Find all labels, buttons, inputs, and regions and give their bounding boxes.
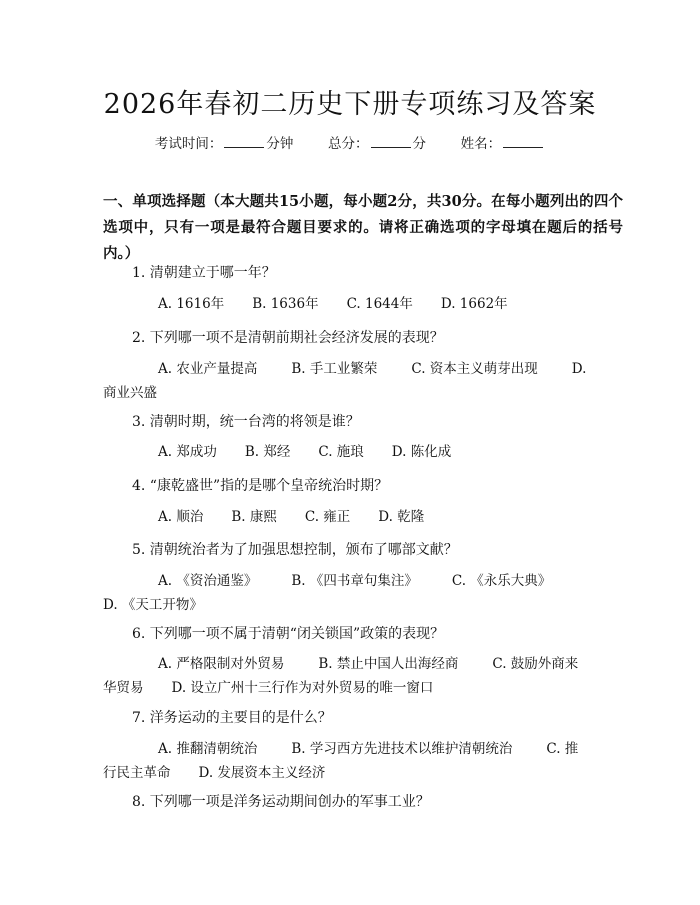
question-stem: 7. 洋务运动的主要目的是什么？ <box>132 710 332 726</box>
option-a: A. 郑成功 <box>158 444 217 460</box>
question-options <box>103 737 603 785</box>
option-b: B. 禁止中国人出海经商 <box>318 656 459 672</box>
question-stem: 8. 下列哪一项是洋务运动期间创办的军事工业？ <box>132 794 430 810</box>
question-stem: 3. 清朝时期，统一台湾的将领是谁？ <box>132 414 360 430</box>
question-options <box>103 440 603 464</box>
score-blank <box>371 135 411 148</box>
option-a: A. 1616年 <box>158 296 225 312</box>
exam-meta <box>0 132 700 152</box>
option-b: B. 手工业繁荣 <box>291 361 378 377</box>
name-label: 姓名： <box>460 136 502 152</box>
option-b: B. 《四书章句集注》 <box>291 573 418 589</box>
option-d: D. 设立广州十三行作为对外贸易的唯一窗口 <box>171 680 434 696</box>
option-c-cont: 华贸易 <box>103 680 144 696</box>
option-b: B. 1636年 <box>252 296 319 312</box>
question-options <box>103 357 603 405</box>
option-a: A. 农业产量提高 <box>158 361 258 377</box>
question-options <box>103 292 603 316</box>
option-c-cont: 行民主革命 <box>103 765 171 781</box>
option-d: D. 乾隆 <box>378 509 425 525</box>
option-d-text: 商业兴盛 <box>103 385 157 401</box>
option-d: D. 《天工开物》 <box>103 597 203 613</box>
option-a: A. 顺治 <box>158 509 204 525</box>
option-b: B. 郑经 <box>244 444 291 460</box>
option-d: D. 陈化成 <box>391 444 452 460</box>
option-c: C. 1644年 <box>346 296 413 312</box>
question-stem: 5. 清朝统治者为了加强思想控制，颁布了哪部文献？ <box>132 542 458 558</box>
option-a: A. 推翻清朝统治 <box>158 741 258 757</box>
option-c: C. 资本主义萌芽出现 <box>411 361 538 377</box>
option-c: C. 鼓励外商来 <box>492 656 579 672</box>
question-stem: 4. “康乾盛世”指的是哪个皇帝统治时期？ <box>132 478 389 494</box>
option-c: C. 推 <box>546 741 579 757</box>
name-blank <box>503 135 543 148</box>
question-stem: 1. 清朝建立于哪一年？ <box>132 265 276 281</box>
page-title: 2026年春初二历史下册专项练习及答案 <box>103 89 597 120</box>
option-d: D. <box>571 361 587 377</box>
option-b: B. 康熙 <box>231 509 277 525</box>
section-heading: 一、单项选择题（本大题共15小题，每小题2分，共30分。在每小题列出的四个选项中，只有一项是最符合题目要求的。请将正确选项的字母填在题后的括号内。） <box>103 193 623 262</box>
time-blank <box>224 135 264 148</box>
score-unit: 分 <box>412 136 426 152</box>
option-c: C. 施琅 <box>318 444 364 460</box>
question-options <box>103 569 603 617</box>
option-a: A. 《资治通鉴》 <box>158 573 258 589</box>
option-c: C. 《永乐大典》 <box>451 573 552 589</box>
question-options <box>103 505 603 529</box>
option-c: C. 雍正 <box>304 509 351 525</box>
option-d: D. 1662年 <box>440 296 508 312</box>
question-stem: 6. 下列哪一项不属于清朝“闭关锁国”政策的表现？ <box>132 626 445 642</box>
time-label: 考试时间： <box>154 136 223 152</box>
option-b: B. 学习西方先进技术以维护清朝统治 <box>291 741 513 757</box>
option-d: D. 发展资本主义经济 <box>198 765 326 781</box>
question-stem: 2. 下列哪一项不是清朝前期社会经济发展的表现？ <box>132 330 444 346</box>
time-unit: 分钟 <box>266 136 294 152</box>
score-label: 总分： <box>328 136 369 152</box>
option-a: A. 严格限制对外贸易 <box>158 656 285 672</box>
question-options <box>103 652 603 700</box>
